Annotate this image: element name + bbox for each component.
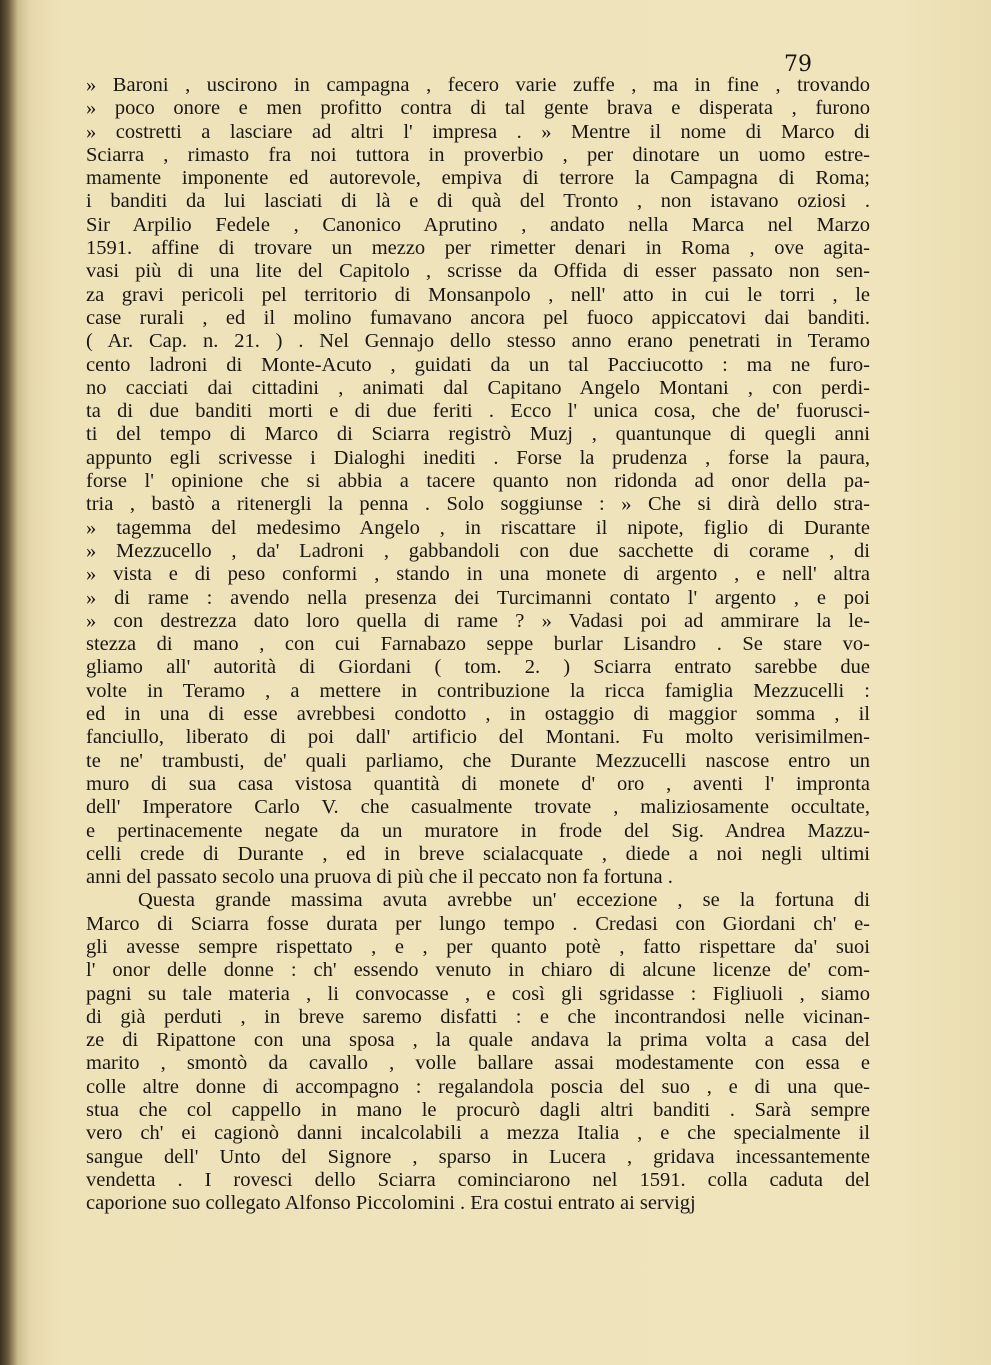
text-line: appunto egli scrivesse i Dialoghi inediti . Forse la prudenza , forse la paura, <box>86 446 870 469</box>
text-line: case rurali , ed il molino fumavano ancora pel fuoco appiccatovi dai banditi. <box>86 306 870 329</box>
text-line: stua che col cappello in mano le procurò dagli altri banditi . Sarà sempre <box>86 1099 870 1122</box>
text-line: Sir Arpilio Fedele , Canonico Aprutino , andato nella Marca nel Marzo <box>86 213 870 236</box>
text-line: Marco di Sciarra fosse durata per lungo tempo . Credasi con Giordani ch' e- <box>86 912 870 935</box>
text-line: 1591. affine di trovare un mezzo per rimetter denari in Roma , ove agita- <box>86 237 870 260</box>
text-line: volte in Teramo , a mettere in contribuzione la ricca famiglia Mezzucelli : <box>86 679 870 702</box>
text-line: l' onor delle donne : ch' essendo venuto in chiaro di alcune licenze de' com- <box>86 959 870 982</box>
text-line: stezza di mano , con cui Farnabazo seppe burlar Lisandro . Se stare vo- <box>86 633 870 656</box>
text-line: tria , bastò a ritenergli la penna . Solo soggiunse : » Che si dirà dello stra- <box>86 493 870 516</box>
text-line: ti del tempo di Marco di Sciarra registrò Muzj , quantunque di quegli anni <box>86 423 870 446</box>
text-line: gliamo all' autorità di Giordani ( tom. 2. ) Sciarra entrato sarebbe due <box>86 656 870 679</box>
text-line: vero ch' ei cagionò danni incalcolabili a mezza Italia , e che specialmente il <box>86 1122 870 1145</box>
text-line: gli avesse sempre rispettato , e , per quanto potè , fatto rispettare da' suoi <box>86 935 870 958</box>
text-line: dell' Imperatore Carlo V. che casualmente trovate , maliziosamente occultate, <box>86 796 870 819</box>
text-line: » tagemma del medesimo Angelo , in riscattare il nipote, figlio di Durante <box>86 516 870 539</box>
text-line: » Baroni , uscirono in campagna , fecero varie zuffe , ma in fine , trovando <box>86 74 870 96</box>
text-line: muro di sua casa vistosa quantità di monete d' oro , aventi l' impronta <box>86 772 870 795</box>
text-line: ze di Ripattone con una sposa , la quale andava la prima volta a casa del <box>86 1029 870 1052</box>
text-line: sangue dell' Unto del Signore , sparso in Lucera , gridava incessantemente <box>86 1145 870 1168</box>
text-line: za gravi pericoli pel territorio di Monsanpolo , nell' atto in cui le torri , le <box>86 283 870 306</box>
text-line: forse l' opinione che si abbia a tacere quanto non ridonda ad onor della pa- <box>86 470 870 493</box>
text-line: vendetta . I rovesci dello Sciarra cominciarono nel 1591. colla caduta del <box>86 1168 870 1191</box>
text-line: e pertinacemente negate da un muratore in frode del Sig. Andrea Mazzu- <box>86 819 870 842</box>
text-line: vasi più di una lite del Capitolo , scrisse da Offida di esser passato non sen- <box>86 260 870 283</box>
text-line: te ne' trambusti, de' quali parliamo, che Durante Mezzucelli nascose entro un <box>86 749 870 772</box>
text-line: no cacciati dai cittadini , animati dal Capitano Angelo Montani , con perdi- <box>86 376 870 399</box>
text-line: mamente imponente ed autorevole, empiva di terrore la Campagna di Roma; <box>86 167 870 190</box>
text-line: ta di due banditi morti e di due feriti . Ecco l' unica cosa, che de' fuorusci- <box>86 400 870 423</box>
page-number: 79 <box>784 52 812 77</box>
text-line: celli crede di Durante , ed in breve scialacquate , diede a noi negli ultimi <box>86 842 870 865</box>
text-line: » vista e di peso conformi , stando in una monete di argento , e nell' altra <box>86 563 870 586</box>
text-line: Questa grande massima avuta avrebbe un' eccezione , se la fortuna di <box>138 889 870 912</box>
text-line: cento ladroni di Monte-Acuto , guidati da un tal Pacciucotto : ma ne furo- <box>86 353 870 376</box>
text-line: » poco onore e men profitto contra di tal gente brava e disperata , furono <box>86 97 870 120</box>
text-line: » Mezzucello , da' Ladroni , gabbandoli con due sacchette di corame , di <box>86 539 870 562</box>
text-line: caporione suo collegato Alfonso Piccolomini . Era costui entrato ai servigj <box>86 1192 696 1215</box>
text-line: » costretti a lasciare ad altri l' impresa . » Mentre il nome di Marco di <box>86 120 870 143</box>
text-line: ed in una di esse avrebbesi condotto , in ostaggio di maggior somma , il <box>86 703 870 726</box>
body-text <box>86 74 870 1216</box>
text-line: ( Ar. Cap. n. 21. ) . Nel Gennajo dello stesso anno erano penetrati in Teramo <box>86 330 870 353</box>
text-line: fanciullo, liberato di poi dall' artificio del Montani. Fu molto verisimilmen- <box>86 726 870 749</box>
text-line: colle altre donne di accompagno : regalandola poscia del suo , e di una que- <box>86 1075 870 1098</box>
text-line: di già perduti , in breve saremo disfatti : e che incontrandosi nelle vicinan- <box>86 1005 870 1028</box>
text-line: Sciarra , rimasto fra noi tuttora in proverbio , per dinotare un uomo estre- <box>86 143 870 166</box>
text-line: » di rame : avendo nella presenza dei Turcimanni contato l' argento , e poi <box>86 586 870 609</box>
text-line: i banditi da lui lasciati di là e di quà del Tronto , non istavano oziosi . <box>86 190 870 213</box>
text-line: » con destrezza dato loro quella di rame ? » Vadasi poi ad ammirare la le- <box>86 609 870 632</box>
text-line: pagni su tale materia , li convocasse , e così gli sgridasse : Figliuoli , siamo <box>86 982 870 1005</box>
text-line: marito , smontò da cavallo , volle ballare assai modestamente con essa e <box>86 1052 870 1075</box>
text-line: anni del passato secolo una pruova di più che il peccato non fa fortuna . <box>86 866 673 889</box>
